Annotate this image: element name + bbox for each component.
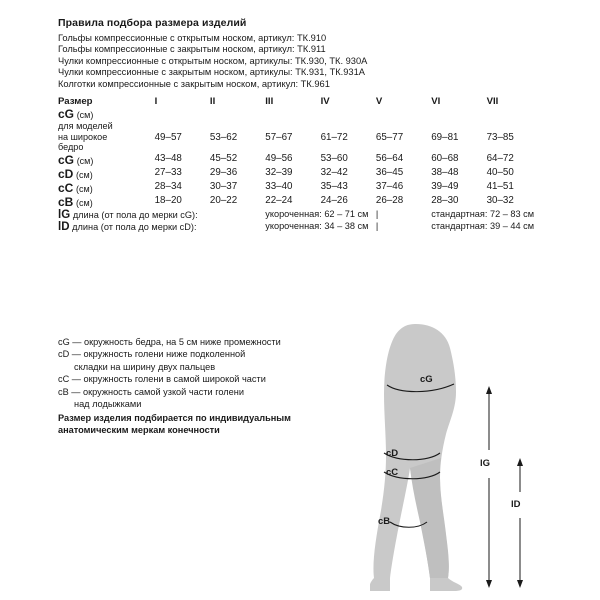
legend-note-line-2: анатомическим меркам конечности <box>58 425 220 436</box>
length-standard-ld: стандартная: 39 – 44 см <box>431 220 535 231</box>
page-title: Правила подбора размера изделий <box>58 17 247 29</box>
cell-cc-3: 33–40 <box>265 180 293 192</box>
cell-cd-7: 40–50 <box>486 166 514 178</box>
length-row-lg <box>58 209 542 221</box>
table-bottom-border <box>58 233 542 234</box>
column-header-2: II <box>209 96 216 107</box>
table-row <box>58 107 542 153</box>
table-header-row <box>58 96 542 107</box>
row-code: cB <box>58 194 74 209</box>
legend-line-cg: cG — окружность бедра, на 5 см ниже промежности <box>58 337 281 347</box>
cell-cg-wide-4: 61–72 <box>320 132 348 143</box>
column-header-1: I <box>154 96 158 107</box>
row-code: cG <box>58 152 75 167</box>
length-standard-lg: стандартная: 72 – 83 см <box>431 208 535 219</box>
figure-label-cg: cG <box>420 374 433 385</box>
cell-cd-4: 32–42 <box>320 166 348 178</box>
row-code: cG <box>58 107 75 121</box>
length-desc: длина (от пола до мерки cG): <box>72 209 198 220</box>
cell-cg-6: 60–68 <box>431 152 459 164</box>
legend-line-cc: cC — окружность голени в самой широкой части <box>58 374 266 385</box>
cell-cd-6: 38–48 <box>431 166 459 178</box>
row-label-cd <box>58 167 155 181</box>
cell-cg-wide-3: 57–67 <box>265 132 293 143</box>
row-unit: (см) <box>76 155 94 166</box>
cell-cb-5: 26–28 <box>375 194 404 206</box>
cell-cb-6: 28–30 <box>431 194 459 206</box>
article-line: Гольфы компрессионные с закрытым носком, артикул: ТК.911 <box>58 44 326 55</box>
arrow-lg-top <box>486 386 492 394</box>
length-short-lg: укороченная: 62 – 71 см <box>265 208 369 219</box>
figure-label-lg: lG <box>480 458 491 469</box>
length-code: lG <box>58 208 71 221</box>
figure-label-ld: lD <box>511 499 521 510</box>
cell-cd-2: 29–36 <box>209 166 238 178</box>
legend-line-cd-cont: складки на ширину двух пальцев <box>74 361 216 372</box>
cell-cd-1: 27–33 <box>154 166 182 178</box>
cell-cb-1: 18–20 <box>154 194 182 206</box>
row-label-cb <box>58 195 155 209</box>
legend-block <box>58 336 348 410</box>
length-label-lg <box>58 209 265 221</box>
row-unit: (см) <box>76 169 93 180</box>
legend-line-cb: cB — окружность самой узкой части голени <box>58 386 244 397</box>
cell-cg-wide-7: 73–85 <box>486 132 514 143</box>
row-label-cc <box>58 181 155 195</box>
cell-cg-4: 53–60 <box>320 152 348 164</box>
row-label-cg-wide <box>58 107 155 153</box>
cell-cc-2: 30–37 <box>209 180 238 192</box>
column-header-3: III <box>265 96 274 107</box>
length-code: lD <box>58 220 70 233</box>
length-label-ld <box>58 221 265 233</box>
row-unit: (см) <box>76 197 93 208</box>
table-row <box>58 181 542 195</box>
size-table <box>58 96 542 234</box>
length-sep-ld: | <box>375 220 379 231</box>
cell-cb-7: 30–32 <box>486 194 514 206</box>
table-row <box>58 153 542 167</box>
legend-line-cb-cont: над лодыжками <box>74 399 142 410</box>
cell-cc-6: 39–49 <box>431 180 459 192</box>
table-row <box>58 167 542 181</box>
column-header-7: VII <box>486 96 499 107</box>
row-unit: (см) <box>76 110 94 120</box>
row-unit: (см) <box>76 183 93 194</box>
row-code: cD <box>58 166 74 181</box>
cell-cd-5: 36–45 <box>375 166 404 178</box>
cell-cg-1: 43–48 <box>154 152 182 164</box>
figure-foot-back <box>370 578 390 591</box>
length-sep-lg: | <box>375 208 379 219</box>
legend-line-cd: cD — окружность голени ниже подколенной <box>58 349 246 360</box>
figure-label-cc: cC <box>386 467 399 478</box>
cell-cg-2: 45–52 <box>209 152 238 164</box>
cell-cg-3: 49–56 <box>265 152 293 164</box>
column-header-6: VI <box>431 96 441 107</box>
row-code: cC <box>58 180 74 195</box>
figure-front-leg <box>410 458 449 578</box>
cell-cc-5: 37–46 <box>375 180 404 192</box>
figure-label-cb: cB <box>378 516 391 527</box>
cell-cb-2: 20–22 <box>209 194 238 206</box>
arrow-lg-bottom <box>486 580 492 588</box>
length-desc: длина (от пола до мерки cD): <box>72 221 197 232</box>
cell-cb-3: 22–24 <box>265 194 293 206</box>
arrow-ld-bottom <box>517 580 523 588</box>
legend-note <box>58 412 358 437</box>
figure-illustration <box>370 322 585 592</box>
row-label-cg <box>58 153 155 167</box>
article-line: Гольфы компрессионные с открытым носком, артикул: ТК.910 <box>58 33 327 43</box>
arrow-ld-top <box>517 458 523 466</box>
article-list <box>58 33 367 90</box>
legend-note-line-1: Размер изделия подбирается по индивидуальным <box>58 413 291 423</box>
cell-cd-3: 32–39 <box>265 166 293 178</box>
cell-cg-wide-2: 53–62 <box>209 132 238 143</box>
column-header-4: IV <box>320 96 330 107</box>
article-line: Чулки компрессионные с открытым носком, артикулы: ТК.930, ТК. 930А <box>58 55 368 66</box>
cell-cg-wide-5: 65–77 <box>375 132 404 143</box>
cell-cg-wide-6: 69–81 <box>431 132 459 143</box>
column-header-5: V <box>375 96 383 107</box>
article-line: Чулки компрессионные с закрытым носком, артикулы: ТК.931, ТК.931А <box>58 67 365 78</box>
row-note: для моделей на широкое бедро <box>58 121 113 153</box>
cell-cg-7: 64–72 <box>486 152 514 164</box>
cell-cg-5: 56–64 <box>375 152 404 164</box>
cell-cc-4: 35–43 <box>320 180 348 192</box>
table-row <box>58 195 542 209</box>
article-line: Колготки компрессионные с закрытым носком, артикул: ТК.961 <box>58 78 330 89</box>
length-short-ld: укороченная: 34 – 38 см <box>265 220 369 231</box>
cell-cc-7: 41–51 <box>486 180 514 192</box>
column-header-size: Размер <box>58 96 93 107</box>
anatomy-figure <box>370 322 585 592</box>
cell-cc-1: 28–34 <box>154 180 182 192</box>
figure-label-cd: cD <box>386 448 399 459</box>
length-row-ld <box>58 221 542 233</box>
figure-foot-front <box>430 578 462 591</box>
cell-cb-4: 24–26 <box>320 194 348 206</box>
cell-cg-wide-1: 49–57 <box>154 132 182 143</box>
